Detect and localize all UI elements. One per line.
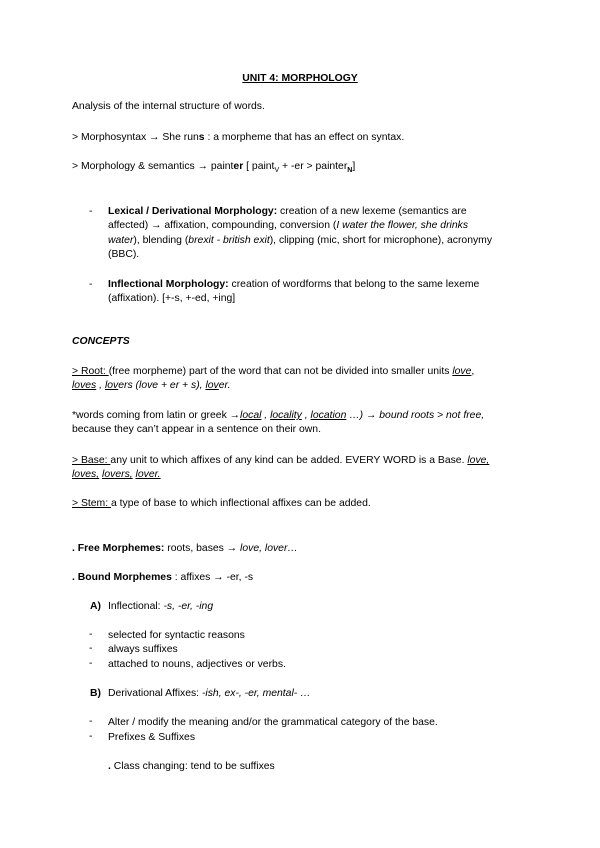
free-morphemes-line: . Free Morphemes: roots, bases → love, lover… [72,543,298,554]
bullet-dash: - [89,658,93,669]
bullet-dash: - [89,279,93,290]
lexical-line-2: affected) → affixation, compounding, conversion (I water the flower, she drinks [108,220,469,231]
intro-text: Analysis of the internal structure of words. [72,101,265,112]
section-b-item: Alter / modify the meaning and/or the grammatical category of the base. [108,717,438,728]
morphology-semantics-line: > Morphology & semantics → painter [ paint$_V$ + -er > painter$_N$] [72,161,356,175]
bullet-dash: - [89,206,93,217]
inflectional-line-2: (affixation). [+-s, +-ed, +ing] [108,293,236,304]
lexical-line-4: (BBC). [108,249,140,260]
inflectional-line-1: Inflectional Morphology: creation of wordforms that belong to the same lexeme [108,279,480,290]
section-a-item: attached to nouns, adjectives or verbs. [108,659,286,670]
concepts-heading: CONCEPTS [72,336,130,347]
section-a-label: A) [90,601,101,612]
bullet-dash: - [89,643,93,654]
latin-line-2: because they can’t appear in a sentence on their own. [72,424,321,435]
stem-line: > Stem: a type of base to which inflectional affixes can be added. [72,498,371,509]
latin-line-1: *words coming from latin or greek →local , locality , location …) → bound roots > not free, [72,410,485,421]
section-a-title: Inflectional: -s, -er, -ing [108,601,214,612]
root-line-1: > Root: (free morpheme) part of the word that can not be divided into smaller units love, [72,366,475,377]
section-a-item: always suffixes [108,644,178,655]
bullet-dash: - [89,716,93,727]
morphosyntax-line: > Morphosyntax → She runs : a morpheme that has an effect on syntax. [72,132,405,143]
bullet-dash: - [89,629,93,640]
root-line-2: loves , lovers (love + er + s), lover. [72,380,231,391]
base-line-2: loves, lovers, lover. [72,469,161,480]
bullet-dash: - [89,731,93,742]
class-changing-line: . Class changing: tend to be suffixes [108,761,275,772]
bound-morphemes-line: . Bound Morphemes : affixes → -er, -s [72,572,254,583]
base-line-1: > Base: any unit to which affixes of any kind can be added. EVERY WORD is a Base. love, [72,455,490,466]
lexical-line-1: Lexical / Derivational Morphology: creation of a new lexeme (semantics are [108,206,467,217]
section-b-label: B) [90,688,101,699]
section-b-item: Prefixes & Suffixes [108,732,196,743]
page-title: UNIT 4: MORPHOLOGY [242,73,358,84]
lexical-line-3: water), blending (brexit - british exit), clipping (mic, short for microphone), acronymy [108,235,493,246]
section-a-item: selected for syntactic reasons [108,630,245,641]
section-b-title: Derivational Affixes: -ish, ex-, -er, mental- … [108,688,311,699]
